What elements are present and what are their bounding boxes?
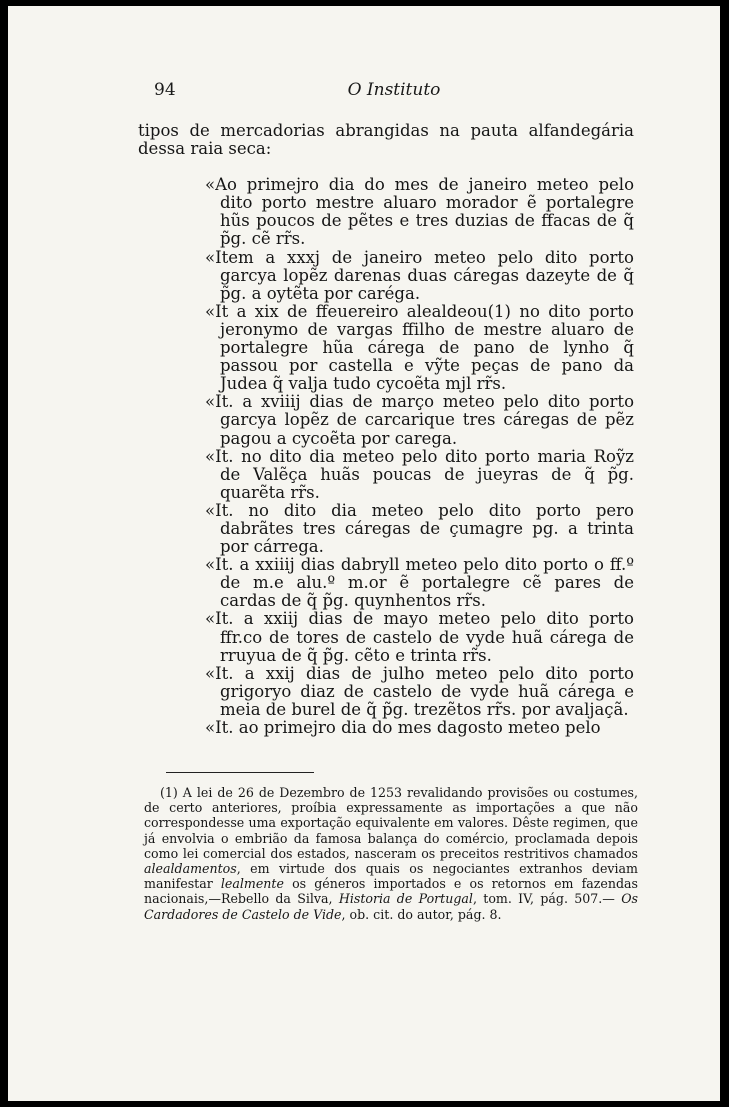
- record-entry: «It. a xviiij dias de março meteo pelo dito porto garcya lopẽz de carcarique tres cáregas de pẽz pagou a cycoẽta por carega.: [205, 392, 634, 448]
- page-number: 94: [154, 80, 176, 100]
- record-entry: «It a xix de ffeuereiro alealdeou(1) no dito porto jeronymo de vargas ffilho de mestre aluaro de portalegre hũa cárega de pano de lynho q̃ passou por castella e vỹte peças de pano da Judea q̃ valja tudo cycoẽta mjl rr̃s.: [205, 301, 634, 394]
- record-entry: «It. no dito dia meteo pelo dito porto pero dabrãtes tres cáregas de çumagre pg. a trinta por cárrega.: [205, 500, 634, 557]
- footnote-text: os géneros importados e os retornos em fazendas nacionais,—Rebello da Silva,: [144, 876, 638, 907]
- footnote-text: , ob. cit. do autor, pág. 8.: [341, 906, 502, 922]
- footnote-text: , tom. IV, pág. 507.—: [472, 891, 615, 907]
- record-entry: «It. a xxiiij dias dabryll meteo pelo dito porto o ff.º de m.e alu.º m.or ẽ portalegre cẽ pares de cardas de q̃ p̃g. quynhentos rr̃s.: [205, 555, 634, 611]
- intro-paragraph: tipos de mercadorias abrangidas na pauta alfandegária dessa raia seca:: [138, 121, 634, 159]
- footnote-paragraph: [144, 785, 638, 922]
- record-entry: «It. a xxij dias de julho meteo pelo dito porto grigoryo diaz de castelo de vyde huã cárega e meia de burel de q̃ p̃g. trezẽtos rr̃s. por avaljaçã.: [205, 663, 634, 719]
- record-entry: «Ao primejro dia do mes de janeiro meteo pelo dito porto mestre aluaro morador ẽ portalegre hũs poucos de pẽtes e tres duzias de ffacas de q̃ p̃g. cẽ rr̃s.: [205, 175, 634, 249]
- footnote-citation-title: Historia de Portugal: [338, 891, 473, 907]
- footnote-text: (1) A lei de 26 de Dezembro de 1253 revalidando provisões ou costumes, de certo anteriores, proíbia expressamente as importações a que não correspondesse uma exportação equivalente em valores. Dêste regimen, que já envolvia o embrião da famosa balança do comércio, proclamada depois como lei comercial dos estados, nasceram os preceitos restritivos chamados: [144, 785, 638, 861]
- footnote-term: lealmente: [220, 876, 284, 892]
- page-header: [154, 80, 634, 104]
- record-entry: «It. a xxiij dias de mayo meteo pelo dito porto ffr.co de tores de castelo de vyde huã cárega de rruyua de q̃ p̃g. cẽto e trinta rr̃s.: [205, 609, 634, 665]
- main-text: [138, 122, 634, 737]
- footnote-term: alealdamentos: [144, 861, 237, 877]
- record-entry: «It. ao primejro dia do mes dagosto meteo pelo: [205, 718, 601, 737]
- book-page: [8, 6, 720, 1101]
- record-entry: «It. no dito dia meteo pelo dito porto maria Roỹz de Valẽça huãs poucas de jueyras de q̃ p̃g. quarẽta rr̃s.: [205, 446, 634, 502]
- footnote: [144, 785, 638, 922]
- footnote-text: , em virtude dos quais os negociantes extranhos deviam manifestar: [144, 861, 638, 892]
- footnote-citation-title: Os Cardadores de Castelo de Vide: [144, 891, 638, 922]
- record-entry: «Item a xxxj de janeiro meteo pelo dito porto garcya lopẽz darenas duas cáregas dazeyte de q̃ p̃g. a oytẽta por caréga.: [205, 247, 634, 303]
- running-title: O Instituto: [347, 80, 441, 100]
- footnote-divider: [166, 772, 314, 773]
